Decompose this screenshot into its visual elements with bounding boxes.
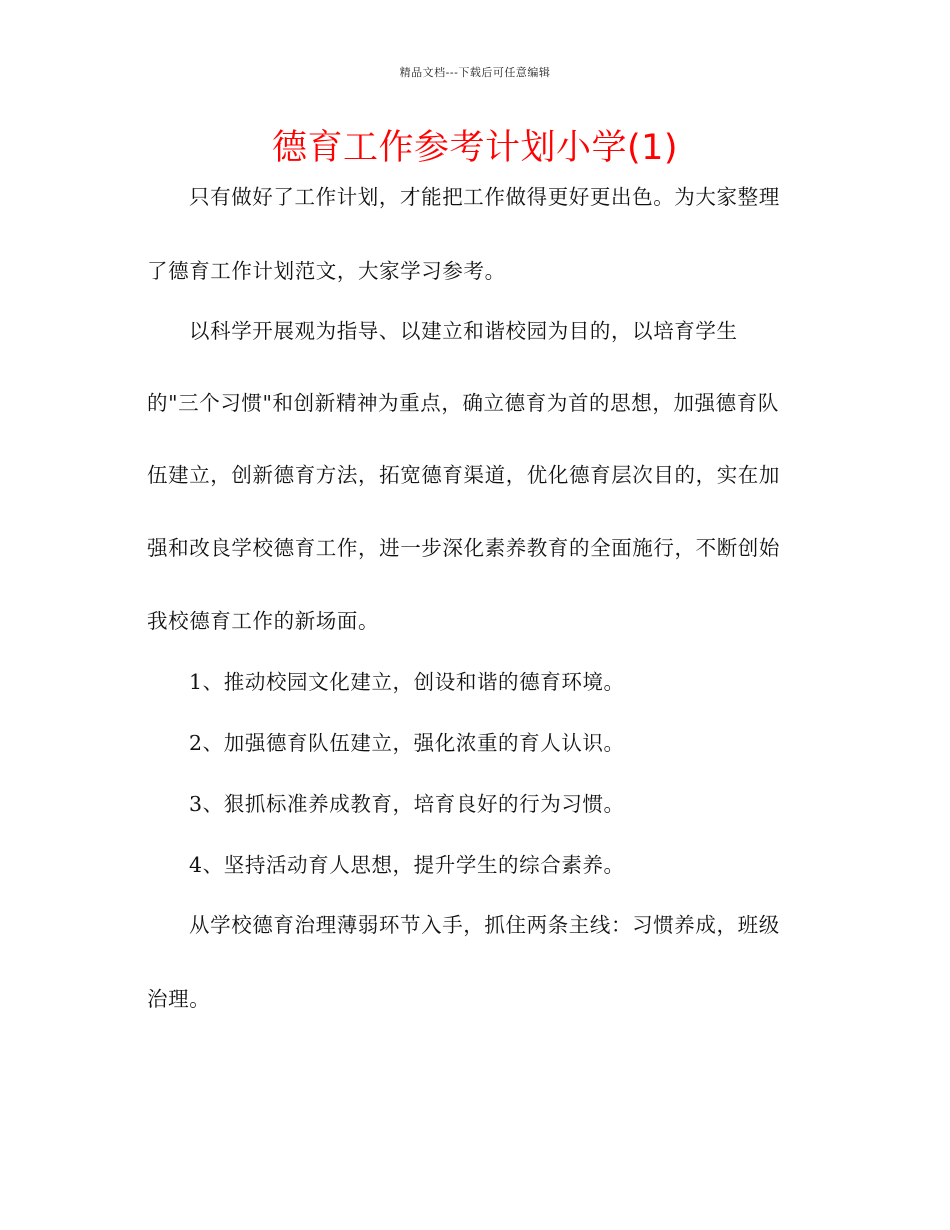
paragraph-line: 只有做好了工作计划，才能把工作做得更好更出色。为大家整理	[189, 185, 780, 209]
paragraph-line: 强和改良学校德育工作，进一步深化素养教育的全面施行，不断创始	[147, 536, 780, 560]
list-item: 3、狠抓标准养成教育，培育良好的行为习惯。	[189, 792, 625, 816]
document-title: 德育工作参考计划小学(1)	[271, 128, 679, 168]
header-note: 精品文档---下载后可任意编辑	[399, 66, 551, 79]
paragraph-line: 伍建立，创新德育方法，拓宽德育渠道，优化德育层次目的，实在加	[147, 463, 780, 487]
paragraph-line: 以科学开展观为指导、以建立和谐校园为目的，以培育学生	[189, 319, 738, 343]
paragraph-line: 我校德育工作的新场面。	[147, 609, 380, 633]
paragraph-line: 的"三个习惯"和创新精神为重点，确立德育为首的思想，加强德育队	[147, 391, 779, 415]
list-item: 1、推动校园文化建立，创设和谐的德育环境。	[189, 670, 625, 694]
paragraph-line: 治理。	[147, 987, 211, 1011]
paragraph-line: 从学校德育治理薄弱环节入手，抓住两条主线：习惯养成，班级	[189, 913, 780, 937]
paragraph-line: 了德育工作计划范文，大家学习参考。	[147, 259, 506, 283]
list-item: 2、加强德育队伍建立，强化浓重的育人认识。	[189, 731, 625, 755]
list-item: 4、坚持活动育人思想，提升学生的综合素养。	[189, 853, 625, 877]
